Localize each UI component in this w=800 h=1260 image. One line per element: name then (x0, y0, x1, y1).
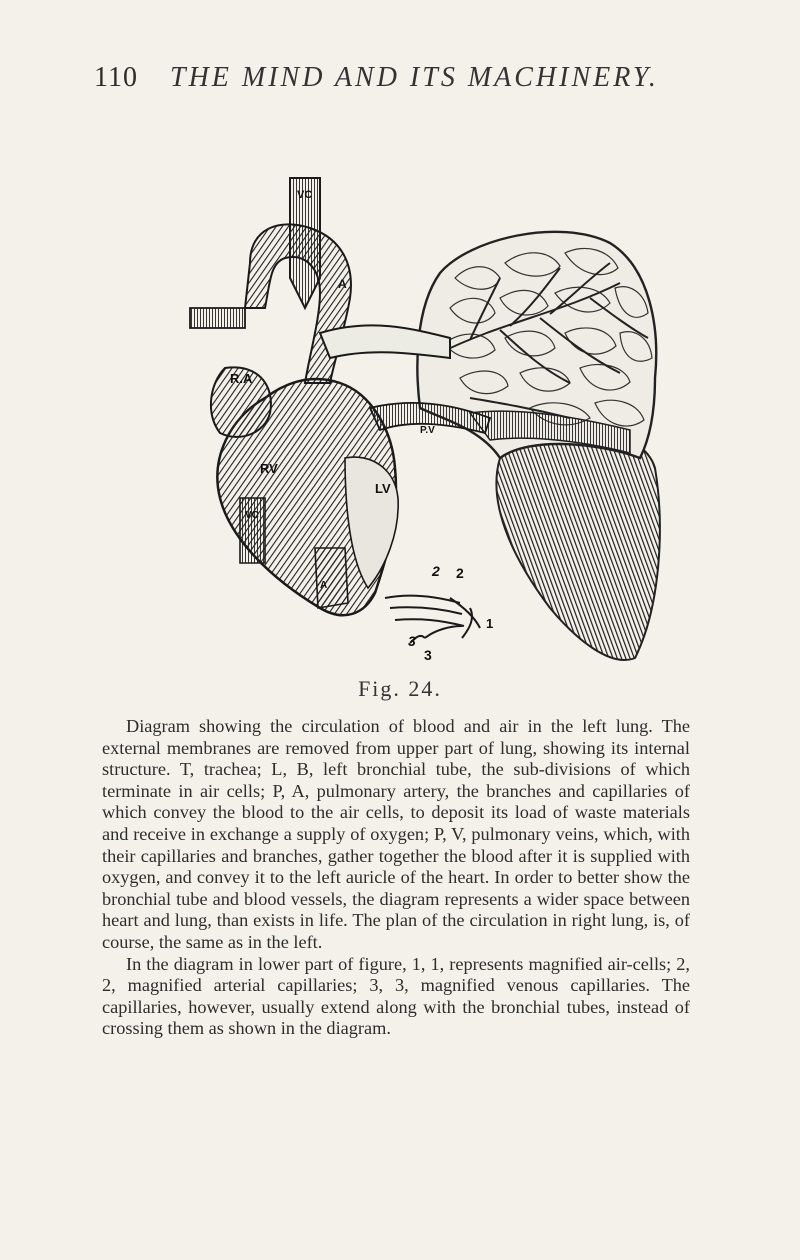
vena-cava-bottom (240, 498, 265, 563)
descending-aorta (315, 548, 348, 608)
label-rv: RV (260, 461, 278, 476)
figure-caption: Fig. 24. (358, 676, 442, 701)
label-two-left: 2 (432, 563, 440, 579)
label-a-bottom: A (320, 580, 328, 591)
heart-lung-illustration (170, 168, 670, 668)
paragraph-1: Diagram showing the circulation of blood and air in the left lung. The external membranes are removed from upper part of lung, showing its internal structure. T, trachea; L, B, left bronchial tube, the sub-divisions of which terminate in air cells; P, A, pulmonary artery, the branches and capillaries of which convey the blood to the air cells, to deposit its load of waste materials and receive in exchange a supply of oxygen; P, V, pulmonary veins, which, with their capillaries and branches, gather together the blood after it is supplied with oxygen, and convey it to the left auricle of the heart. In order to better show the bronchial tube and blood vessels, the diagram represents a wider space between heart and lung, than exists in life. The plan of the circulation in right lung, is, of course, the same as in the left. (102, 716, 690, 952)
label-a: A (338, 277, 347, 291)
label-three-right: 3 (424, 647, 432, 663)
running-title: THE MIND AND ITS MACHINERY. (170, 62, 659, 93)
label-three-left: 3 (408, 633, 416, 649)
capillary-inset (385, 596, 480, 643)
aorta (245, 224, 351, 383)
page-number: 110 (94, 62, 138, 93)
label-lv: LV (375, 481, 391, 496)
page-header (0, 62, 800, 102)
label-ra: R.A (230, 371, 253, 386)
lung-lower (496, 429, 659, 660)
label-two-right: 2 (456, 565, 464, 581)
label-pv: P.V (420, 425, 435, 436)
label-one: 1 (486, 616, 494, 631)
paragraph-2: In the diagram in lower part of figure, 1, 1, represents magnified air-cells; 2, 2, magnified arterial capillaries; 3, 3, magnified venous capillaries. The capillaries, however, usually extend along with the bronchial tubes, instead of crossing them as shown in the diagram. (102, 953, 690, 1039)
label-vc-bottom: VC (245, 510, 259, 521)
label-vc-top: VC (297, 189, 313, 201)
left-vessel (190, 308, 245, 328)
body-text (102, 716, 690, 1040)
heart-lung-diagram (170, 168, 670, 668)
